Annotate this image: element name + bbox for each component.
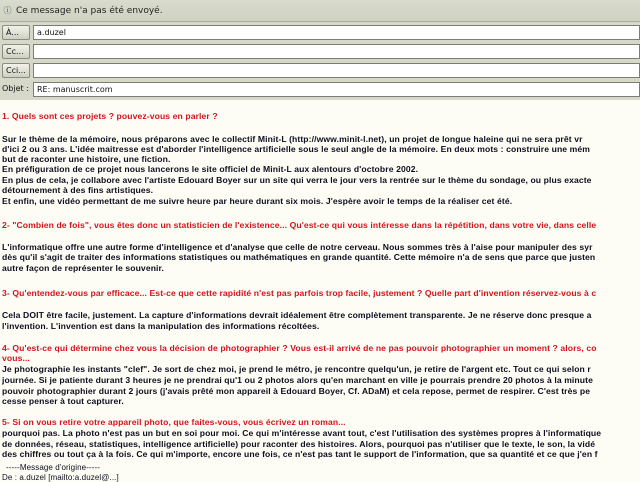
info-bar-text: Ce message n'a pas été envoyé.	[16, 5, 163, 16]
message-body[interactable]	[0, 101, 640, 480]
subject-row	[0, 81, 640, 99]
body-line: vous...	[2, 353, 30, 363]
body-line: journée. Si je patiente durant 3 heures je ne prendrai qu'1 ou 2 photos alors qu'en marchant en ville je pourrais prendre 20 photos à la minute	[2, 375, 593, 385]
to-field[interactable]: a.duzel	[33, 25, 640, 40]
body-line: l'invention. L'invention est dans la manipulation des informations récoltées.	[2, 321, 320, 331]
body-line: 4- Qu'est-ce qui détermine chez vous la décision de photographier ? Vous est-il arrivé de ne pas pouvoir photographier un moment ? alors, co	[2, 343, 597, 353]
cc-field[interactable]	[33, 44, 640, 59]
original-message-separator: -----Message d'origine-----	[6, 463, 101, 472]
body-line: L'informatique offre une autre forme d'intelligence et d'analyse que celle de notre cerveau. Nous sommes très à l'aise pour manipuler des syr	[2, 242, 593, 252]
body-line: pouvoir photographier durant 2 jours (j'avais prêté mon appareil à Edouard Boyer, Cf. ADaM) et cela repose, permet de respirer. C'est très pe	[2, 386, 591, 396]
to-row	[0, 24, 640, 42]
subject-field[interactable]: RE: manuscrit.com	[33, 82, 640, 97]
body-line: Et enfin, une vidéo permettant de me suivre heure par heure durant six mois. J'espère avoir le temps de la réaliser cet été.	[2, 196, 513, 206]
info-bar	[0, 0, 640, 22]
body-line: pourquoi pas. La photo n'est pas un but en soi pour moi. Ce qui m'intéresse avant tout, c'est l'utilisation des systèmes propres à l'informatique	[2, 428, 602, 438]
body-line: de données, réseau, statistiques, intelligence artificielle) pour raconter des histoires. Alors, pourquoi pas n'utiliser que le texte, le son, la vidé	[2, 439, 596, 449]
info-icon: ⓘ	[3, 6, 12, 15]
cc-button[interactable]: Cc...	[2, 44, 30, 59]
body-line: Cela DOIT être facile, justement. La capture d'informations devrait idéalement être complètement transparente. Je ne réserve donc presque a	[2, 310, 592, 320]
body-line: d'ici 2 ou 3 ans. L'idée maitresse est d'aborder l'intelligence artificielle sous le seul angle de la mémoire. En deux mots : construire une mém	[2, 144, 591, 154]
cc-row	[0, 43, 640, 61]
body-line: 5- Si on vous retire votre appareil photo, que faites-vous, vous écrivez un roman...	[2, 417, 346, 427]
body-line: 3- Qu'entendez-vous par efficace... Est-ce que cette rapidité n'est pas parfois trop facile, justement ? Quelle part d'invention réservez-vous à c	[2, 288, 597, 298]
original-message-from: De : a.duzel [mailto:a.duzel@...]	[2, 473, 119, 482]
body-line: Sur le thème de la mémoire, nous préparons avec le collectif Minit-L (http://www.minit-l.net), un projet de longue haleine qui ne sera prêt vr	[2, 134, 583, 144]
body-line: cesse penser à tout capturer.	[2, 396, 124, 406]
message-header	[0, 22, 640, 100]
bcc-row	[0, 62, 640, 80]
body-line: 2- "Combien de fois", vous êtes donc un statisticien de l'existence... Qu'est-ce qui vous intéresse dans la répétition, dans votre vie, dans celle	[2, 220, 597, 230]
subject-label: Objet :	[2, 84, 29, 93]
body-line: Je photographie les instants "clef". Je sort de chez moi, je prend le métro, je rencontre quelqu'un, je retire de l'argent etc. Tout ce qui selon r	[2, 364, 591, 374]
body-line: détournement à des fins artistiques.	[2, 185, 154, 195]
body-line: En plus de cela, je collabore avec l'artiste Edouard Boyer sur un site qui verra le jour vers la rentrée sur le thème du sondage, ou plus exacte	[2, 175, 592, 185]
to-button[interactable]: À...	[2, 25, 30, 40]
body-line: des chiffres ou tout ça à la fois. Ce qui m'importe, encore une fois, ce n'est pas tant le support de l'information, que sa quantité et ce que j'en f	[2, 449, 598, 459]
bcc-button[interactable]: Cci...	[2, 63, 30, 78]
body-line: but de raconter une histoire, une fiction.	[2, 154, 171, 164]
bcc-field[interactable]	[33, 63, 640, 78]
body-line: autre façon de représenter le souvenir.	[2, 263, 164, 273]
body-line: dès qu'il s'agit de traiter des informations statistiques ou mathématiques en grande quantité. Cette mémoire n'a de sens que parce que justen	[2, 252, 596, 262]
body-line: En préfiguration de ce projet nous lancerons le site officiel de Minit-L aux alentours d'octobre 2002.	[2, 164, 419, 174]
body-line: 1. Quels sont ces projets ? pouvez-vous en parler ?	[2, 111, 218, 121]
